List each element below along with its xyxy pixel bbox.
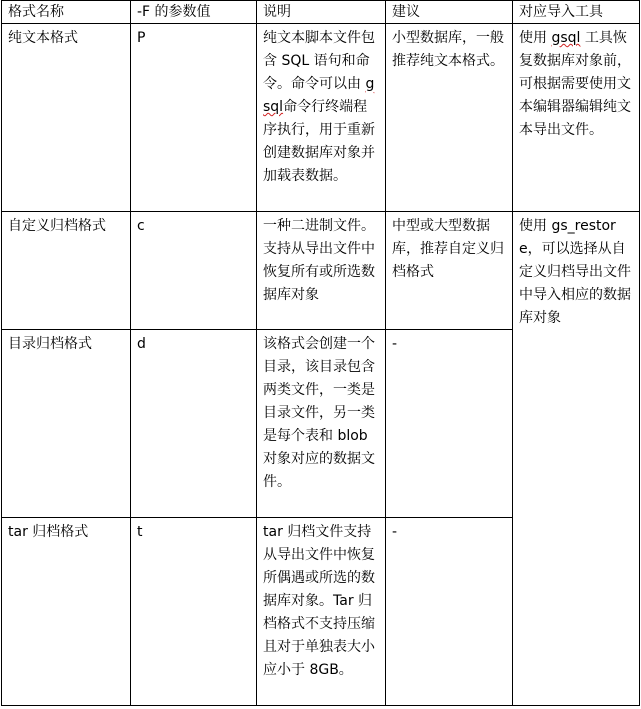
import-tool-text-cont: 工具恢复数据库对象前，可根据需要使用文本编辑器编辑纯文本导出文件。: [519, 30, 631, 138]
format-name-cell: tar 归档格式: [2, 518, 131, 706]
param-cell: t: [131, 518, 257, 706]
format-table: [1, 0, 640, 706]
header-row: [2, 1, 640, 24]
import-tool-cell: 使用 gs_restore，可以选择从自定义归档导出文件中导入相应的数据库对象: [513, 212, 640, 706]
table-row: [2, 24, 640, 212]
gsql-term: gsql: [551, 30, 581, 46]
import-tool-text: 使用: [519, 30, 552, 46]
table-row: [2, 212, 640, 330]
header-param-value: -F 的参数值: [131, 1, 257, 24]
description-text-cont: 命令行终端程序执行，用于重新创建数据库对象并加载表数据。: [263, 99, 375, 184]
advice-cell: -: [386, 518, 513, 706]
advice-cell: 中型或大型数据库，推荐自定义归档格式: [386, 212, 513, 330]
format-name-cell: 纯文本格式: [2, 24, 131, 212]
param-cell: P: [131, 24, 257, 212]
description-cell: 该格式会创建一个目录，该目录包含两类文件，一类是目录文件，另一类是每个表和 blob 对象对应的数据文件。: [257, 330, 386, 518]
format-name-cell: 自定义归档格式: [2, 212, 131, 330]
description-cell: [257, 24, 386, 212]
header-advice: 建议: [386, 1, 513, 24]
import-tool-cell: [513, 24, 640, 212]
header-description: 说明: [257, 1, 386, 24]
param-cell: c: [131, 212, 257, 330]
header-format-name: 格式名称: [2, 1, 131, 24]
description-cell: tar 归档文件支持从导出文件中恢复所偶遇或所选的数据库对象。Tar 归档格式不支持压缩且对于单独表大小应小于 8GB。: [257, 518, 386, 706]
param-cell: d: [131, 330, 257, 518]
format-name-cell: 目录归档格式: [2, 330, 131, 518]
gsql-term: gsql: [263, 76, 375, 115]
description-cell: 一种二进制文件。支持从导出文件中恢复所有或所选数据库对象: [257, 212, 386, 330]
description-text: 纯文本脚本文件包含 SQL 语句和命令。命令可以由: [263, 30, 375, 92]
advice-cell: 小型数据库，一般推荐纯文本格式。: [386, 24, 513, 212]
advice-cell: -: [386, 330, 513, 518]
header-import-tool: 对应导入工具: [513, 1, 640, 24]
